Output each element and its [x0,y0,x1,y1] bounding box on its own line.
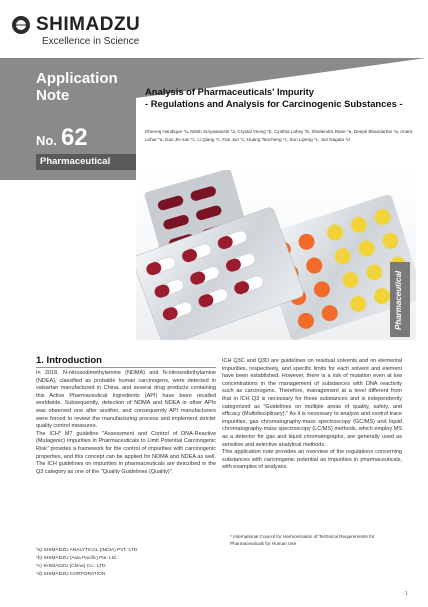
page-number: 1 [405,591,408,597]
affiliation-item: *c) SHIMADZU (China) Co., LTD. [36,564,107,569]
series-label-line2: Note [36,87,70,104]
title-line1: Analysis of Pharmaceuticals' Impurity [145,86,314,97]
footnote: * International Council for Harmonization of Technical Requirements for Pharmaceuticals for Human Use [230,534,375,546]
note-number-value: 62 [60,124,88,151]
body-column-right [222,358,402,472]
side-category-label: Pharmaceutical [394,270,403,330]
affiliation-item: *d) SHIMADZU CORPORATION [36,572,106,577]
brand-name: SHIMADZU [36,14,141,35]
note-number-label: No. [36,133,57,148]
series-label [36,70,118,104]
section-heading: 1. Introduction [36,355,102,366]
series-label-line1: Application [36,70,118,87]
affiliation-item: *a) SHIMADZU ANALYTICAL (INDIA) PVT. LTD. [36,548,139,553]
body-paragraph: The ICH* M7 guideline "Assessment and Control of DNA-Reactive (Mutagenic) Impurities in Pharmaceuticals to Limit Potential Carcinogenic Risk" provides a framework for the control of impurities with carcinogenic properties, and this concept can be applied for NDMA and NDEA as well. The ICH guidelines on impurities in pharmaceuticals are described in the Q3 category as one of the "Quality Guidelines (Quality)". [36,430,216,475]
body-paragraph: In 2018, N-nitrosodimethylamine (NDMA) and N-nitrosodiethylamine (NDEA), classified as probable human carcinogens, were detected in valsartan manufactured in China, and several drug products containing this Active Pharmaceutical Ingredients (API) have been recalled worldwide. Subsequently, detection of NDMA and NDEA in other APIs was observed one after another, and consequently API manufacturers were forced to review the manufacturing process and implement stricter quality control measures. [36,370,216,430]
body-column-left [36,370,216,476]
title-line2: - Regulations and Analysis for Carcinogenic Substances - [145,98,403,109]
brand-tagline: Excellence in Science [42,36,140,47]
category-label: Pharmaceutical [40,156,111,167]
note-number [36,124,88,152]
affiliation-item: *b) SHIMADZU (Asia Pacific) Pte. Ltd. [36,556,118,561]
section-divider [36,367,216,368]
author-list: Dheeraj Handique *a, Nitish Suryawanshi *a, Crystal Yeong *b, Cynthia Lahey *b, Shailendra Rane *a, Deepti Bhandarkar *a, Anant Lohar *a, Gao Jie san *c, Li Qiang *c, Fan Jun *c, Huang Taocheng *c, Sun Lipeng *c, Jun Nagata *d [145,129,413,142]
body-paragraph: This application note provides an overview of the regulations concerning substances with carcinogenic potential as impurities in pharmaceuticals, with examples of analyses. [222,449,402,471]
pharmaceutical-blister-image [136,170,416,340]
body-paragraph: ICH Q3C and Q3D are guidelines on residual solvents and on elemental impurities, respectively, and specific limits for each solvent and element have been established. However, there is a risk of mutation even at low concentrations in the management of substances with DNA reactivity such as carcinogens. Therefore, management at a level different from that in ICH Q3 is necessary for these substances and is independently categorized as "Guidelines on multiple areas of quality, safety, and efficacy (Multidisciplinary)." As it is necessary to analyze and control trace impurities, gas chromatography-mass spectroscopy (GC/MS) and liquid chromatography-mass spectroscopy (LC/MS) methods, which employ MS as a detector for gas and liquid chromatographs, are generally used as sensitive and selective analytical methods. [222,358,402,448]
affiliation-list [36,547,139,579]
shimadzu-logo-icon [12,16,30,34]
brand-logo [12,14,140,36]
